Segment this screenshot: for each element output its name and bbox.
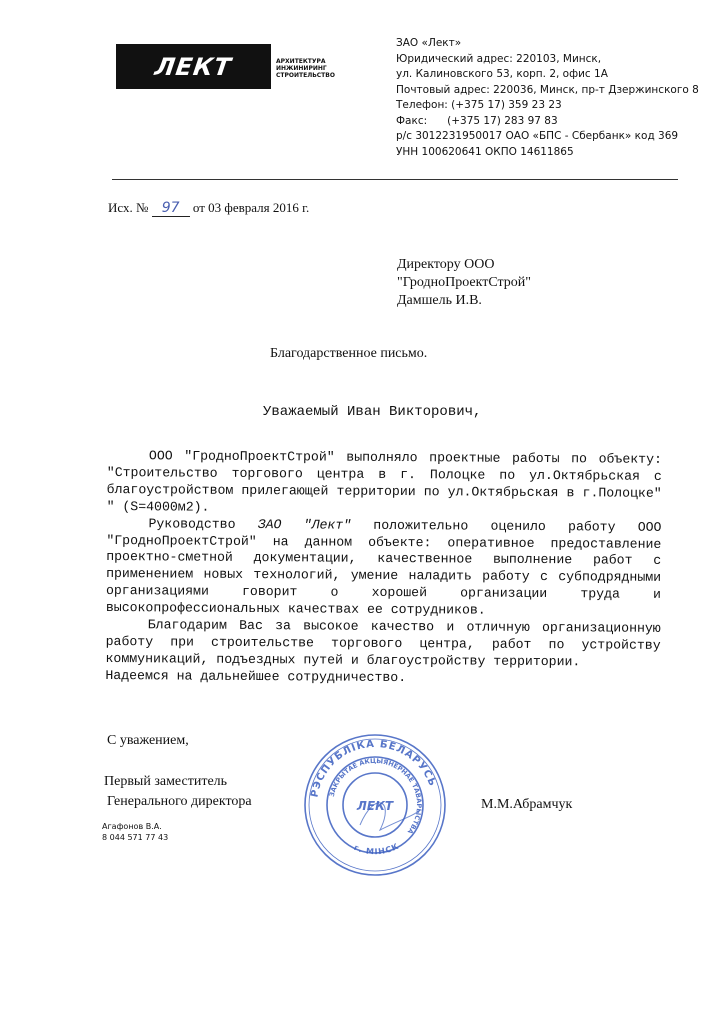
- logo-tagline-line: СТРОИТЕЛЬСТВО: [276, 72, 335, 79]
- header-divider: [112, 179, 678, 180]
- signer-position: [104, 772, 252, 812]
- addressee-block: [397, 256, 531, 310]
- logo-text: ЛЕКТ: [153, 52, 234, 81]
- document-title: Благодарственное письмо.: [270, 346, 428, 361]
- company-name-emphasis: ЗАО "Лект": [257, 516, 352, 533]
- executor-info: [102, 821, 168, 843]
- legal-address-line2: ул. Калиновского 53, корп. 2, офис 1А: [396, 68, 608, 80]
- seal-middle-text: ЗАКРЫТАЕ АКЦЫЯНЕРНАЕ ТАВАРЫСТВА: [327, 756, 424, 836]
- body-text-fragment: Руководство: [148, 515, 258, 532]
- svg-text:г. МІНСК: [353, 841, 401, 856]
- logo-tagline-line: АРХИТЕКТУРА: [276, 58, 326, 65]
- body-paragraph: Благодарим Вас за высокое качество и отличную организационную работу при строительстве торгового центра, работ по устройству коммуникаций, подъездных путей и благоустройству территории.: [105, 617, 661, 670]
- executor-phone: 8 044 571 77 43: [102, 833, 169, 842]
- svg-text:ЗАКРЫТАЕ АКЦЫЯНЕРНАЕ ТАВАРЫСТВ: [328, 757, 423, 836]
- addressee-line: "ГродноПроектСтрой": [397, 275, 532, 290]
- company-details: [396, 36, 699, 160]
- logo-tagline: [276, 58, 356, 79]
- legal-address: Юридический адрес: 220103, Минск,: [396, 52, 602, 65]
- company-seal: [300, 730, 450, 880]
- company-ids: УНН 100620641 ОКПО 14611865: [396, 145, 574, 158]
- body-paragraph: Надеемся на дальнейшее сотрудничество.: [105, 667, 407, 685]
- addressee-line: Директору ООО: [397, 257, 495, 272]
- seal-center-text: ЛЕКТ: [356, 799, 394, 813]
- company-name: ЗАО «Лект»: [396, 37, 462, 49]
- executor-name: Агафонов В.А.: [102, 822, 162, 831]
- logo-mark: [116, 44, 271, 89]
- logo-tagline-line: ИНЖИНИРИНГ: [276, 65, 327, 72]
- fax-number: (+375 17) 283 97 83: [447, 114, 558, 127]
- bank-details: р/с 3012231950017 ОАО «БПС - Сбербанк» код 369: [396, 130, 679, 142]
- signer-name: М.М.Абрамчук: [481, 797, 573, 812]
- closing-phrase: С уважением,: [107, 733, 189, 748]
- phone: Телефон: (+375 17) 359 23 23: [396, 99, 562, 111]
- fax-label: Факс:: [396, 114, 428, 127]
- ref-prefix: Исх. №: [108, 200, 149, 215]
- ref-number: 97: [152, 200, 190, 217]
- body-text-fragment: положительно оценило работу ООО "ГродноПроектСтрой" на данном объекте: оперативное предоставление проектно-сметной документации, качественное выполнение работ с применением новых технологий, умение наладить работу с субподрядными организациями говорит о хорошей организации труда и высокопрофессиональных качествах ее сотрудников.: [105, 517, 662, 618]
- fax-row: [396, 114, 696, 130]
- signer-position-line: Первый заместитель: [104, 774, 228, 789]
- outgoing-reference: [108, 200, 309, 217]
- signer-position-line: Генерального директора: [107, 794, 252, 809]
- addressee-line: Дамшель И.В.: [397, 293, 482, 308]
- salutation: Уважаемый Иван Викторович,: [263, 404, 482, 420]
- seal-city-text: г. МІНСК: [352, 841, 401, 857]
- letter-body: [105, 448, 662, 689]
- seal-outer-text: РЭСПУБЛІКА БЕЛАРУСЬ: [309, 738, 438, 799]
- postal-address: Почтовый адрес: 220036, Минск, пр-т Дзержинского 8: [396, 83, 699, 96]
- body-paragraph: ООО "ГродноПроектСтрой" выполняло проектные работы по объекту: "Строительство торгового центра в г. Полоцке по ул.Октябрьская с благоустройством прилегающей территории по ул.Октябрьская в г.Полоцке" " (S=4000м2).: [106, 448, 662, 515]
- company-logo: [116, 44, 335, 89]
- ref-date: от 03 февраля 2016 г.: [192, 200, 310, 215]
- body-paragraph: [106, 516, 662, 621]
